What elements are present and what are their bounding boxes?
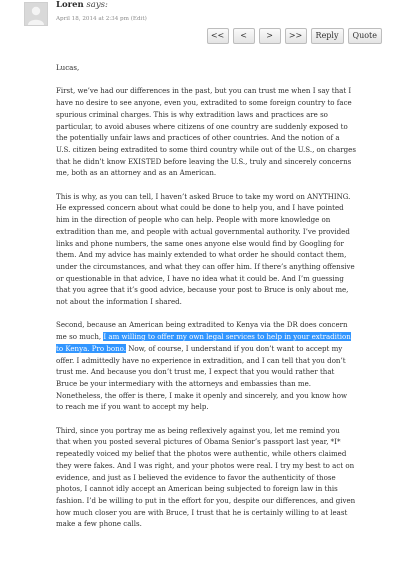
author-name[interactable]: Loren bbox=[56, 0, 84, 10]
avatar bbox=[24, 2, 48, 26]
paragraph-4: Third, since you portray me as being reflexively against you, let me remind you that when you posted several pictures of Obama Senior’s passport last year, *I* repeatedly voiced my belief that the photos were authentic, while others claimed they were fakes. And I was right, and your photos were real. I try my best to act on evidence, and just as I believed the evidence to favor the authenticity of those photos, I cannot idly accept an American being subjected to foreign law in this fashion. I’d be willing to put in the effort for you, despite our differences, and given how much closer you are with Bruce, I trust that he is certainly willing to at least make a few phone calls. bbox=[56, 425, 356, 529]
paragraph-2: This is why, as you can tell, I haven’t asked Bruce to take my word on ANYTHING. He expressed concern about what could be done to help you, and I have pointed him in the direction of people who can help. People with more knowledge on extradition than me, and people with actual governmental authority. I’ve provided links and phone numbers, the same ones anyone else would find by Googling for them. And my advice has mainly extended to what order he should contact them, under the circumstances, and what they can offer him. If there’s anything offensive or questionable in that advice, I have no idea what it could be. And I’m guessing that you agree that it’s good advice, because your post to Bruce is only about me, not about the information I shared. bbox=[56, 191, 355, 307]
reply-button[interactable]: Reply bbox=[311, 28, 344, 44]
quote-button[interactable]: Quote bbox=[348, 28, 382, 44]
prev-button[interactable]: < bbox=[233, 28, 255, 44]
salutation: Lucas, bbox=[56, 63, 80, 72]
paragraph-1: First, we’ve had our differences in the past, but you can trust me when I say that I have no desire to see anyone, even you, extradited to some foreign country to face spurious criminal charges. This is why extradition laws and practices are so particular, to avoid abuses where citizens of one country are suddenly exposed to the potentially unfair laws and practices of other countries. And the notion of a U.S. citizen being extradited to some third country while out of the U.S., on charges that he didn’t know EXISTED before leaving the U.S., truly and sincerely concerns me, both as an attorney and as an American. bbox=[56, 86, 356, 178]
comment-author-line bbox=[56, 0, 108, 11]
comment-meta[interactable]: April 18, 2014 at 2:34 pm (Edit) bbox=[56, 16, 147, 22]
highlighted-selection[interactable]: I am willing to offer my own legal services to help in your extradition to Kenya. Pro bono. bbox=[56, 332, 351, 353]
says-label: says: bbox=[86, 0, 108, 10]
paragraph-3-end: Now, of course, I understand if you don’t want to accept my offer. I admittedly have no experience in extradition, and I can tell that you don’t trust me. And because you don’t trust me, I expect that you would rather that Bruce be your intermediary with the attorneys and embassies than me. Nonetheless, the offer is there, I make it openly and sincerely, and you know how to reach me if you want to accept my help. bbox=[56, 343, 348, 412]
paragraph-3-start: Second, because an American being extradited to Kenya via the DR does concern me so much, bbox=[56, 320, 348, 342]
next-button[interactable]: > bbox=[259, 28, 281, 44]
comment-body bbox=[56, 62, 356, 542]
paragraph-3 bbox=[56, 319, 356, 413]
first-button[interactable]: << bbox=[207, 28, 229, 44]
default-avatar-icon bbox=[25, 3, 47, 25]
comment-toolbar bbox=[207, 28, 382, 44]
last-button[interactable]: >> bbox=[285, 28, 307, 44]
